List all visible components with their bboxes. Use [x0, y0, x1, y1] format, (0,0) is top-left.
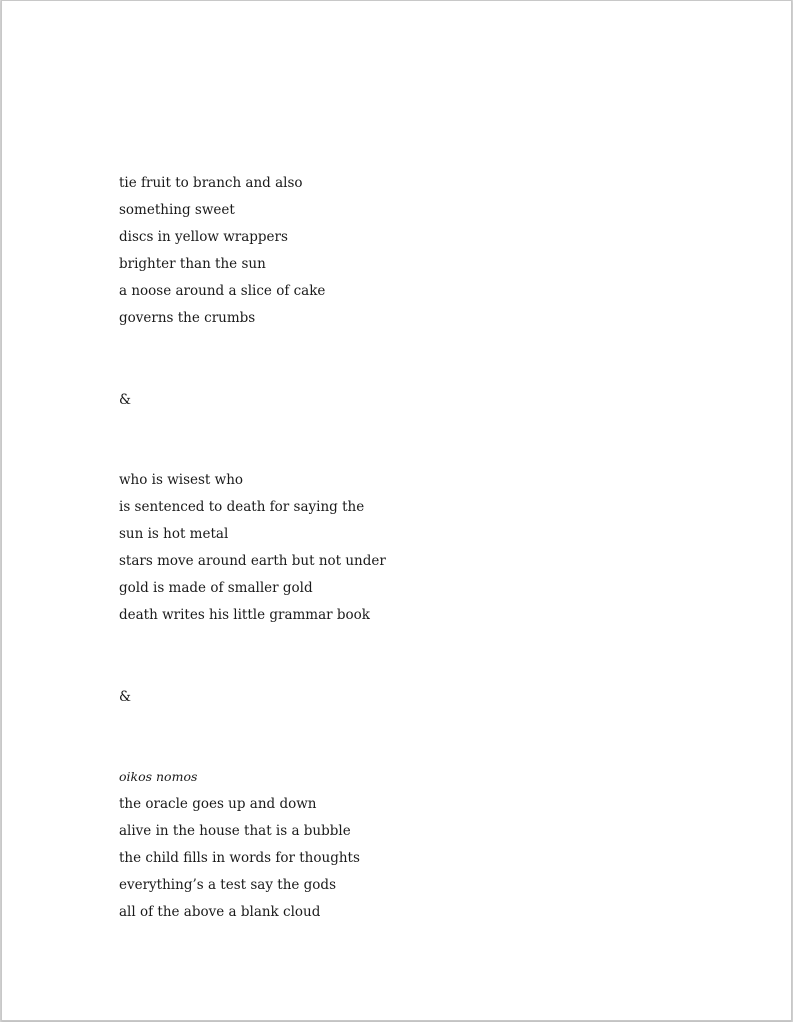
poem-line: governs the crumbs: [119, 310, 256, 326]
poem-line: who is wisest who: [119, 472, 244, 488]
poem-line: alive in the house that is a bubble: [119, 823, 351, 839]
poem-line: discs in yellow wrappers: [119, 229, 288, 245]
stanza-1: [119, 173, 325, 335]
poem-line: the oracle goes up and down: [119, 796, 317, 812]
poem-line: something sweet: [119, 202, 235, 218]
section-separator-2: &: [119, 689, 132, 705]
poem-line: death writes his little grammar book: [119, 607, 370, 623]
poem-line: stars move around earth but not under: [119, 553, 386, 569]
poem-line: all of the above a blank cloud: [119, 904, 321, 920]
poem-line: the child fills in words for thoughts: [119, 850, 360, 866]
section-separator-1: &: [119, 392, 132, 408]
poem-line: tie fruit to branch and also: [119, 175, 303, 191]
stanza-2: [119, 470, 386, 632]
poem-line: a noose around a slice of cake: [119, 283, 326, 299]
stanza-title: oikos nomos: [119, 769, 198, 784]
poem-line: sun is hot metal: [119, 526, 229, 542]
stanza-3: [119, 767, 360, 929]
poem-line: everything’s a test say the gods: [119, 877, 337, 893]
poem-line: brighter than the sun: [119, 256, 266, 272]
document-page: [1, 0, 792, 1021]
poem-line: is sentenced to death for saying the: [119, 499, 365, 515]
poem-line: gold is made of smaller gold: [119, 580, 313, 596]
